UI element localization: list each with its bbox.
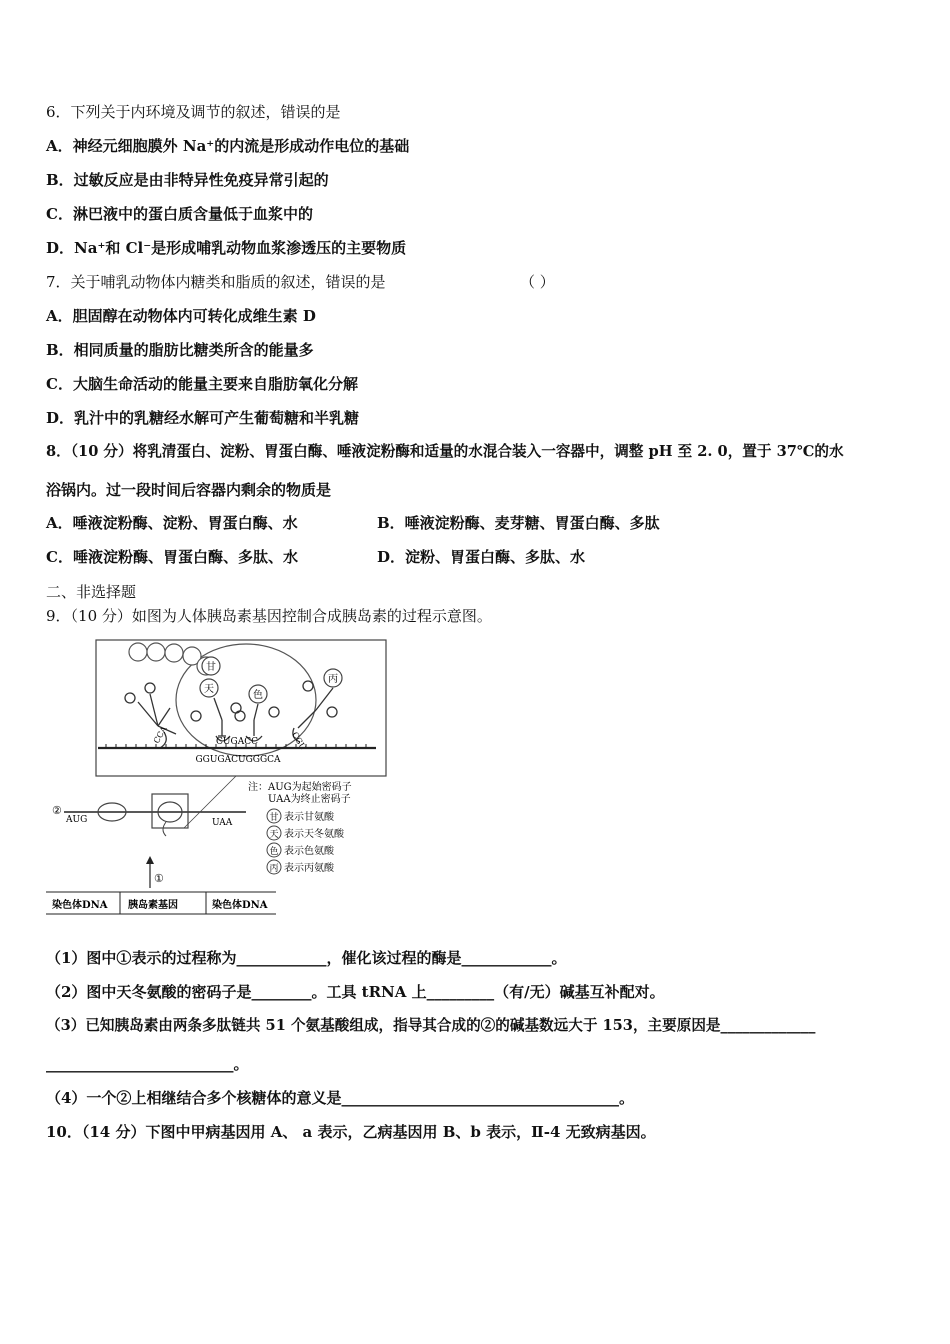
- legend-gan-text: 表示甘氨酸: [284, 812, 334, 823]
- q6-option-c: C．淋巴液中的蛋白质含量低于血浆中的: [46, 205, 313, 223]
- section-heading: 二、非选择题: [46, 583, 137, 601]
- trna-middle-1: [191, 698, 241, 741]
- q7-paren: （ ）: [520, 273, 555, 291]
- dna-left-label: 染色体DNA: [52, 900, 108, 911]
- anticodon-cca: CCA: [151, 724, 169, 745]
- legend-se-text: 表示色氨酸: [284, 846, 334, 857]
- anticodon-cgu: CGU: [290, 730, 308, 752]
- note-stop-codon: UAA为终止密码子: [268, 794, 351, 805]
- q8-stem-line2: 浴锅内。过一段时间后容器内剩余的物质是: [46, 481, 332, 499]
- q9-sub1: （1）图中①表示的过程称为____________，催化该过程的酶是____________。: [46, 949, 567, 967]
- aa-tian-label: 天: [204, 684, 214, 695]
- legend-bing-text: 表示丙氨酸: [284, 863, 334, 874]
- q7-stem: 7．关于哺乳动物体内糖类和脂质的叙述，错误的是: [46, 273, 386, 291]
- aa-gan-label: 甘: [206, 662, 216, 673]
- q10-stem: 10．（14 分）下图中甲病基因用 A、 a 表示，乙病基因用 B、b 表示，Ⅱ-4 无致病基因。: [46, 1123, 656, 1141]
- q6-stem: 6．下列关于内环境及调节的叙述，错误的是: [46, 103, 341, 121]
- q6-option-d: D．Na⁺和 Cl⁻是形成哺乳动物血浆渗透压的主要物质: [46, 239, 407, 257]
- q9-stem: 9．（10 分）如图为人体胰岛素基因控制合成胰岛素的过程示意图。: [46, 607, 492, 625]
- q7-option-d: D．乳汁中的乳糖经水解可产生葡萄糖和半乳糖: [46, 409, 360, 427]
- anticodon-cugacc: CUGACC: [216, 737, 258, 747]
- q8-stem-line1: 8．（10 分）将乳清蛋白、淀粉、胃蛋白酶、唾液淀粉酶和适量的水混合装入一容器中，调整 pH 至 2. 0，置于 37℃的水: [46, 443, 844, 460]
- q6-option-b: B．过敏反应是由非特异性免疫异常引起的: [46, 171, 329, 189]
- legend-se-icon: 色: [269, 847, 279, 857]
- q6-option-a: A．神经元细胞膜外 Na⁺的内流是形成动作电位的基础: [46, 137, 410, 155]
- note-start-codon: 注：AUG为起始密码子: [248, 782, 352, 793]
- dna-gene-label: 胰岛素基因: [128, 900, 178, 911]
- q8-option-a: A．唾液淀粉酶、淀粉、胃蛋白酶、水: [46, 514, 298, 532]
- mrna-sequence: GGUGACUGGGCA: [195, 755, 281, 765]
- label-1: ①: [154, 872, 164, 885]
- q8-option-c: C．唾液淀粉酶、胃蛋白酶、多肽、水: [46, 548, 298, 566]
- q9-sub3-line2: _________________________。: [46, 1055, 249, 1073]
- dna-right-label: 染色体DNA: [212, 900, 268, 911]
- legend-tian-text: 表示天冬氨酸: [284, 829, 344, 840]
- q8-option-b: B．唾液淀粉酶、麦芽糖、胃蛋白酶、多肽: [377, 514, 660, 532]
- q9-sub3-line1: （3）已知胰岛素由两条多肽链共 51 个氨基酸组成，指导其合成的②的碱基数远大于 153，主要原因是_____________: [46, 1017, 816, 1034]
- trna-middle-2: [235, 704, 279, 741]
- legend-bing-icon: 丙: [269, 864, 279, 874]
- aa-bing-label: 丙: [328, 674, 338, 685]
- q8-option-d: D．淀粉、胃蛋白酶、多肽、水: [377, 548, 586, 566]
- q7-option-b: B．相同质量的脂肪比糖类所含的能量多: [46, 341, 314, 359]
- q7-option-c: C．大脑生命活动的能量主要来自脂肪氧化分解: [46, 375, 358, 393]
- trna-left: [125, 683, 176, 748]
- q9-sub4: （4）一个②上相继结合多个核糖体的意义是_____________________________________。: [46, 1089, 634, 1107]
- label-2: ②: [52, 804, 62, 817]
- codon-uaa: UAA: [212, 818, 233, 828]
- translation-diagram: [46, 636, 396, 922]
- q9-sub2: （2）图中天冬氨酸的密码子是________。工具 tRNA 上_________（有/无）碱基互补配对。: [46, 983, 665, 1001]
- legend-gan-icon: 甘: [269, 813, 279, 823]
- aa-se-label: 色: [253, 690, 263, 701]
- q7-option-a: A．胆固醇在动物体内可转化成维生素 D: [46, 307, 316, 325]
- codon-aug: AUG: [66, 815, 88, 825]
- selection-box: [152, 794, 188, 828]
- legend-tian-icon: 天: [269, 830, 279, 840]
